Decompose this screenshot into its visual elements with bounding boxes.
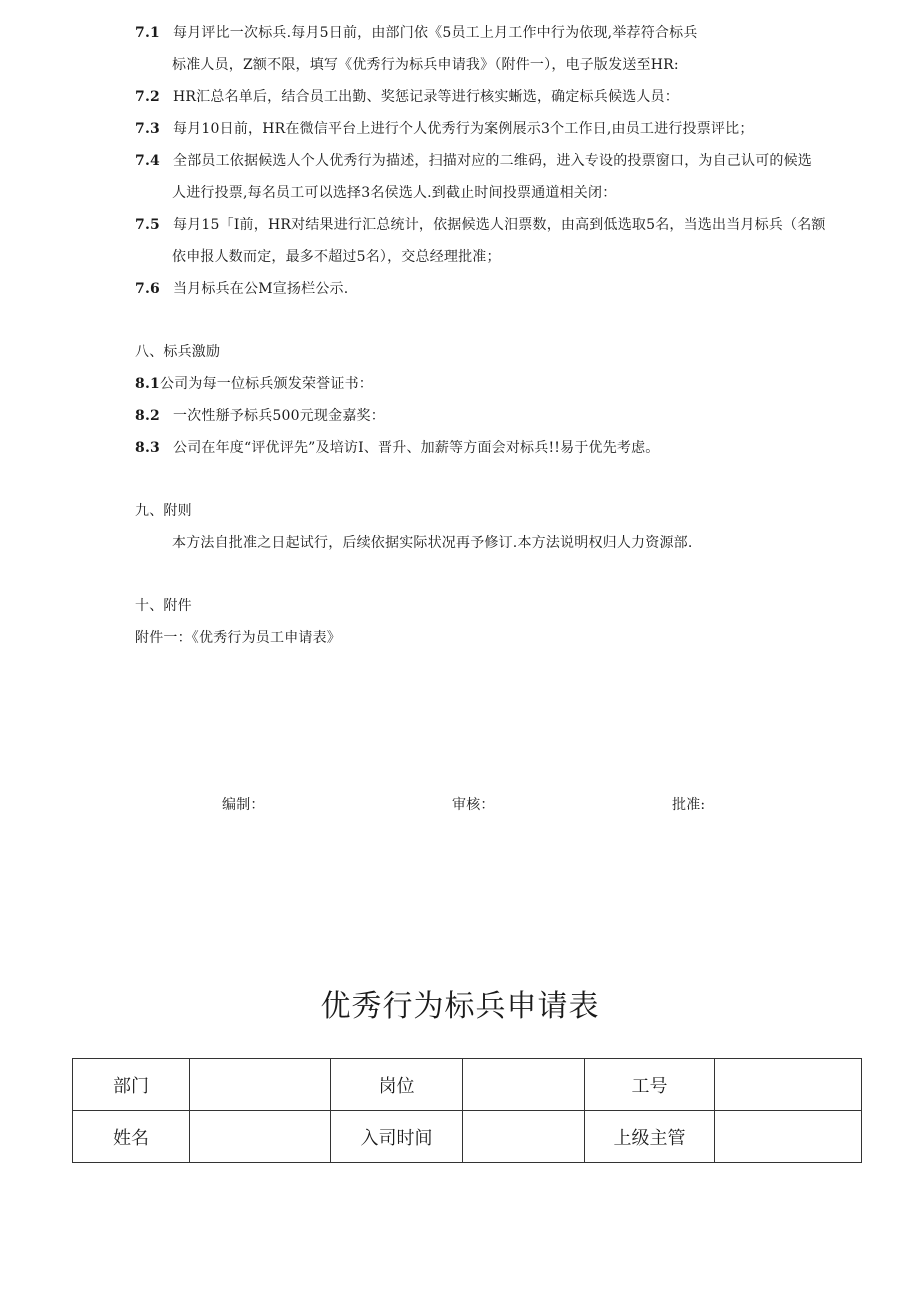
item-number: 7.1 — [135, 25, 160, 41]
item-8-3 — [135, 438, 660, 458]
item-text: 当月标兵在公M宣扬栏公示. — [173, 281, 349, 297]
item-number: 7.2 — [135, 89, 160, 105]
supervisor-field[interactable] — [715, 1111, 862, 1163]
supervisor-label: 上级主管 — [585, 1111, 715, 1163]
item-text: 一次性掰予标兵500元现金嘉奖： — [173, 408, 385, 424]
item-text: 全部员工依据候选人个人优秀行为描述，扫描对应的二维码，进入专设的投票窗口，为自己认可的候选 — [173, 153, 812, 169]
item-7-5-line-2: 依申报人数而定，最多不超过5名），交总经理批准； — [172, 249, 501, 265]
item-8-1 — [135, 374, 373, 394]
position-field[interactable] — [463, 1059, 585, 1111]
item-text: HR汇总名单后，结合员工出勤、奖惩记录等进行核实蜥选，确定标兵候选人员： — [173, 89, 679, 105]
name-label: 姓名 — [73, 1111, 190, 1163]
department-field[interactable] — [190, 1059, 331, 1111]
item-text: 每月15「I前，HR对结果进行汇总统计，依据候选人汨票数，由高到低选取5名，当选出当月标兵（名额 — [173, 217, 826, 233]
item-number: 8.3 — [135, 440, 160, 456]
item-text: 公司为每一位标兵颁发荣誉证书： — [159, 376, 373, 392]
signature-approve-label: 批准: — [672, 797, 706, 813]
section-8-heading: 八、标兵激励 — [135, 344, 221, 360]
item-7-1-line-2: 标准人员，Z额不限，填写《优秀行为标兵申请我》（附件一），电子版发送至HR: — [172, 57, 679, 73]
item-number: 7.3 — [135, 121, 160, 137]
item-7-1-line-1 — [135, 23, 698, 43]
item-7-6 — [135, 279, 348, 299]
signature-review-label: 审核： — [452, 797, 495, 813]
section-9-heading: 九、附则 — [135, 503, 192, 519]
name-field[interactable] — [190, 1111, 331, 1163]
item-7-3 — [135, 119, 754, 139]
item-text: 每月10日前，HR在微信平台上进行个人优秀行为案例展示3个工作日,由员工进行投票评比； — [173, 121, 754, 137]
attachment-reference: 附件一：《优秀行为员工申请表》 — [135, 630, 341, 646]
position-label: 岗位 — [331, 1059, 463, 1111]
application-form-table — [72, 1058, 862, 1163]
hire-date-label: 入司时间 — [331, 1111, 463, 1163]
department-label: 部门 — [73, 1059, 190, 1111]
table-row — [73, 1059, 862, 1111]
item-7-2 — [135, 87, 679, 107]
item-number: 7.5 — [135, 217, 160, 233]
item-8-2 — [135, 406, 385, 426]
employee-id-field[interactable] — [715, 1059, 862, 1111]
section-10-heading: 十、附件 — [135, 598, 192, 614]
item-number: 7.4 — [135, 153, 160, 169]
table-row — [73, 1111, 862, 1163]
item-7-4-line-1 — [135, 151, 812, 171]
section-9-text: 本方法自批准之日起试行，后续依据实际状况再予修订.本方法说明权归人力资源部. — [172, 535, 693, 551]
item-7-5-line-1 — [135, 215, 826, 235]
item-number: 7.6 — [135, 281, 160, 297]
form-title: 优秀行为标兵申请表 — [320, 989, 600, 1024]
item-7-4-line-2: 人进行投票,每名员工可以选择3名侯选人.到截止时间投票通道相关闭： — [172, 185, 617, 201]
item-number: 8.1 — [135, 376, 160, 392]
hire-date-field[interactable] — [463, 1111, 585, 1163]
item-text: 公司在年度“评优评先”及培访I、晋升、加薪等方面会对标兵!!易于优先考虑。 — [173, 440, 660, 456]
employee-id-label: 工号 — [585, 1059, 715, 1111]
item-text: 每月评比一次标兵.每月5日前，由部门依《5员工上月工作中行为依现,举荐符合标兵 — [173, 25, 698, 41]
signature-compile-label: 编制： — [222, 797, 265, 813]
item-number: 8.2 — [135, 408, 160, 424]
